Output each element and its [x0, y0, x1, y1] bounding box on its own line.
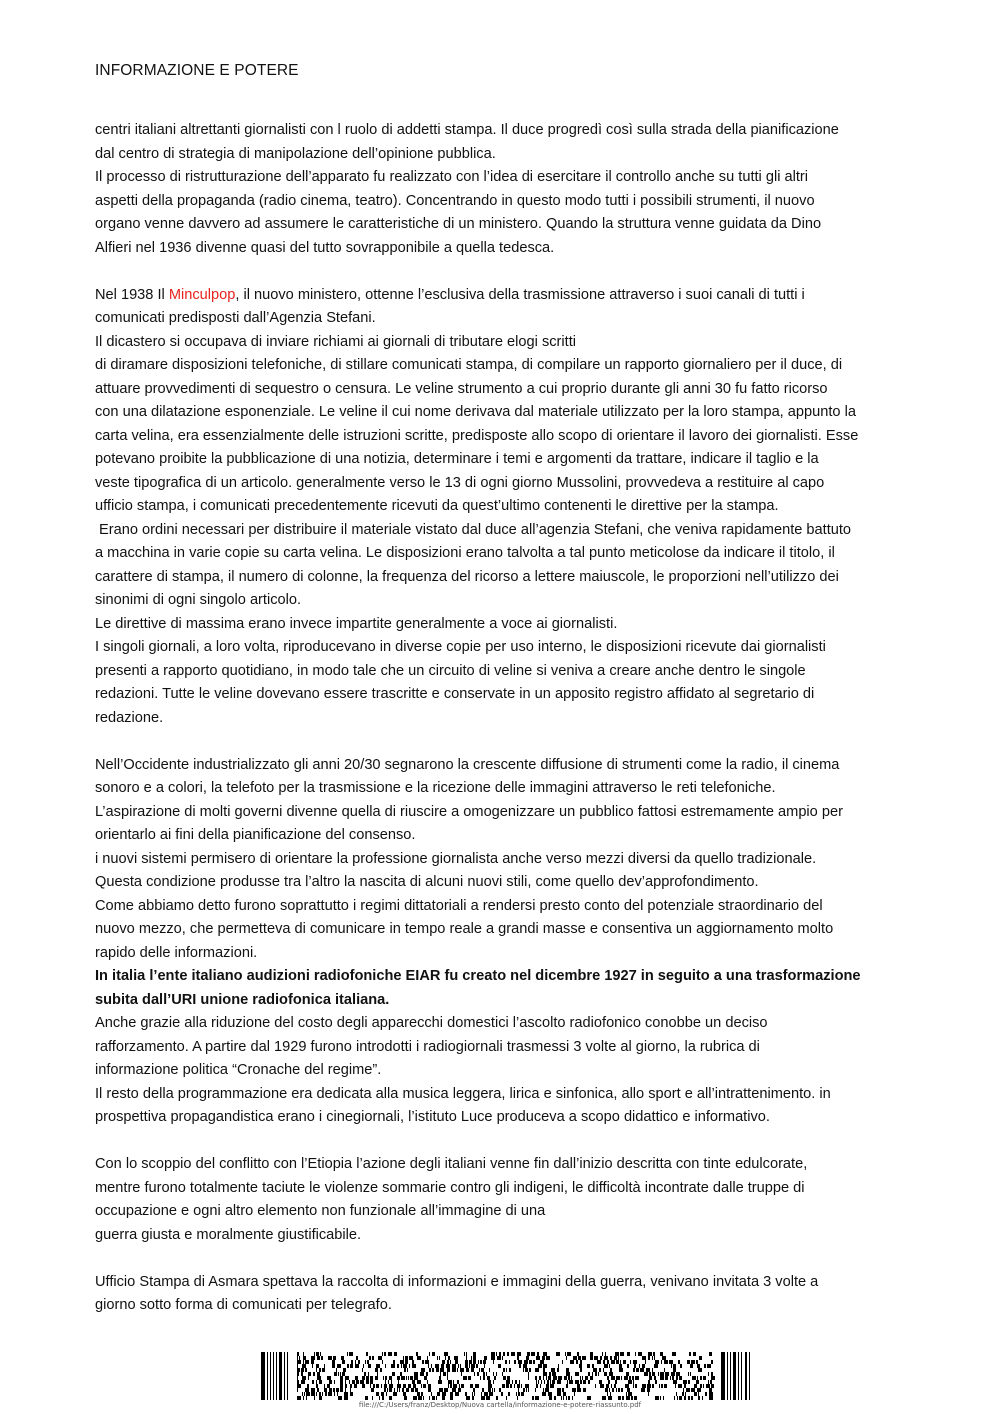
- text-line: rapido delle informazioni.: [95, 944, 258, 961]
- text-line: Anche grazie alla riduzione del costo degli apparecchi domestici l’ascolto radiofonico conobbe un deciso: [95, 1015, 768, 1031]
- text-line: Il processo di ristrutturazione dell’apparato fu realizzato con l’idea di esercitare il controllo anche su tutti gli altri: [95, 169, 809, 185]
- page-title: INFORMAZIONE E POTERE: [95, 62, 299, 79]
- text-line: presenti a rapporto quotidiano, in modo tale che un circuito di veline si veniva a creare anche dentro le singole: [95, 662, 806, 679]
- paragraph-gap: [95, 730, 907, 754]
- text-line: Le direttive di massima erano invece impartite generalmente a voce ai giornalisti.: [95, 615, 618, 632]
- text-line: carattere di stampa, il numero di colonne, la frequenza del ricorso a lettere maiuscole, le proporzioni nell’utilizzo dei: [95, 568, 839, 585]
- text-line: carta velina, era essenzialmente delle istruzioni scritte, predisposte allo scopo di orientare il lavoro dei giornalisti. Esse: [95, 427, 859, 444]
- text-line: L’aspirazione di molti governi divenne quella di riuscire a omogenizzare un pubblico fattosi estremamente ampio per: [95, 803, 843, 820]
- text-span: Nel 1938 Il: [95, 286, 169, 303]
- text-line: redazioni. Tutte le veline dovevano essere trascritte e conservate in un apposito registro affidato al segretario di: [95, 686, 815, 702]
- text-line: nuovo mezzo, che permetteva di comunicare in tempo reale a grandi masse e consentiva un aggiornamento molto: [95, 921, 834, 937]
- bold-text-line: subita dall’URI unione radiofonica italiana.: [95, 991, 390, 1008]
- text-line: guerra giusta e moralmente giustificabile.: [95, 1226, 362, 1243]
- text-line: organo venne davvero ad assumere le caratteristiche di un ministero. Quando la struttura venne guidata da Dino: [95, 216, 822, 232]
- paragraph-gap: [95, 1130, 907, 1154]
- text-line: Con lo scoppio del conflitto con l’Etiopia l’azione degli italiani venne fin dall’inizio descritta con tinte edulcorate,: [95, 1156, 808, 1172]
- text-line: sinonimi di ogni singolo articolo.: [95, 592, 302, 608]
- text-line: potevano proibite la pubblicazione di una notizia, determinare i temi e argomenti da trattare, indicare il taglio e la: [95, 451, 819, 467]
- text-line: Alfieri nel 1936 divenne quasi del tutto sovrapponibile a quella tedesca.: [95, 239, 555, 256]
- text-line: redazione.: [95, 709, 164, 726]
- text-line: Ufficio Stampa di Asmara spettava la raccolta di informazioni e immagini della guerra, venivano invitata 3 volte a: [95, 1273, 819, 1290]
- text-line: comunicati predisposti dall’Agenzia Stefani.: [95, 310, 376, 326]
- text-line: attuare provvedimenti di sequestro o censura. Le veline strumento a cui proprio durante gli anni 30 fu fatto ricorso: [95, 380, 828, 397]
- text-line: di diramare disposizioni telefoniche, di stillare comunicati stampa, di compilare un rapporto giornaliero per il duce, di: [95, 357, 843, 373]
- text-line: giorno sotto forma di comunicati per telegrafo.: [95, 1297, 392, 1313]
- document-body: [95, 119, 907, 1318]
- text-line: centri italiani altrettanti giornalisti con l ruolo di addetti stampa. Il duce progredì così sulla strada della pianificazione: [95, 122, 839, 138]
- text-line: Erano ordini necessari per distribuire il materiale vistato dal duce all’agenzia Stefani, che veniva rapidamente battuto: [95, 521, 852, 538]
- text-line: prospettiva propagandistica erano i cinegiornali, l’istituto Luce produceva a scopo didattico e informativo.: [95, 1109, 770, 1125]
- text-line: Questa condizione produsse tra l’altro la nascita di alcuni nuovi stili, come quello dev’approfondimento.: [95, 874, 759, 890]
- text-line: a macchina in varie copie su carta velina. Le disposizioni erano talvolta a tal punto meticolose da indicare il titolo, il: [95, 545, 835, 561]
- text-line: dal centro di strategia di manipolazione dell’opinione pubblica.: [95, 145, 496, 162]
- bold-text-line: In italia l’ente italiano audizioni radiofoniche EIAR fu creato nel dicembre 1927 in seguito a una trasformazione: [95, 968, 861, 984]
- text-line: veste tipografica di un articolo. generalmente verso le 13 di ogni giorno Mussolini, provvedeva a restituire al capo: [95, 474, 825, 491]
- paragraph-gap: [95, 1247, 907, 1271]
- text-line: ufficio stampa, i comunicati precedentemente ricevuti da quest’ultimo contenenti le direttive per la stampa.: [95, 498, 779, 514]
- text-line: Come abbiamo detto furono soprattutto i regimi dittatoriali a rendersi presto conto del potenziale straordinario del: [95, 897, 823, 914]
- text-line: informazione politica “Cronache del regime”.: [95, 1062, 382, 1078]
- text-line: mentre furono totalmente taciute le violenze sommarie contro gli indigeni, le difficoltà incontrate dalle truppe di: [95, 1179, 805, 1196]
- paragraph-gap: [95, 260, 907, 284]
- text-line: sonoro e a colori, la telefoto per la trasmissione e la ricezione delle immagini attraverso le reti telefoniche.: [95, 780, 776, 796]
- text-line: Nell’Occidente industrializzato gli anni 20/30 segnarono la crescente diffusione di strumenti come la radio, il cinema: [95, 756, 840, 773]
- text-line: Il resto della programmazione era dedicata alla musica leggera, lirica e sinfonica, allo sport e all’intrattenimento. in: [95, 1085, 831, 1102]
- text-line: I singoli giornali, a loro volta, riproducevano in diverse copie per uso interno, le disposizioni ricevute dai giornalisti: [95, 639, 826, 655]
- text-line: con una dilatazione esponenziale. Le veline il cui nome derivava dal materiale utilizzato per la loro stampa, appunto la: [95, 404, 856, 420]
- text-line: orientarlo ai fini della pianificazione del consenso.: [95, 827, 416, 843]
- footer-file-url: file:///C:/Users/franz/Desktop/Nuova cartella/informazione-e-potere-riassunto.pdf: [358, 1401, 642, 1409]
- text-line: occupazione e ogni altro elemento non funzionale all’immagine di una: [95, 1203, 546, 1219]
- text-line: Il dicastero si occupava di inviare richiami ai giornali di tributare elogi scritti: [95, 333, 576, 350]
- text-line: aspetti della propaganda (radio cinema, teatro). Concentrando in questo modo tutti i possibili strumenti, il nuovo: [95, 192, 815, 209]
- text-line: [95, 284, 907, 308]
- barcode-image: [261, 1352, 751, 1400]
- minculpop-highlight: Minculpop: [168, 286, 236, 303]
- text-line: rafforzamento. A partire dal 1929 furono introdotti i radiogiornali trasmessi 3 volte al giorno, la rubrica di: [95, 1038, 760, 1055]
- text-span: , il nuovo ministero, ottenne l’esclusiva della trasmissione attraverso i suoi canali di tutti i: [235, 286, 805, 303]
- text-line: i nuovi sistemi permisero di orientare la professione giornalista anche verso mezzi diversi da quello tradizionale.: [95, 850, 817, 867]
